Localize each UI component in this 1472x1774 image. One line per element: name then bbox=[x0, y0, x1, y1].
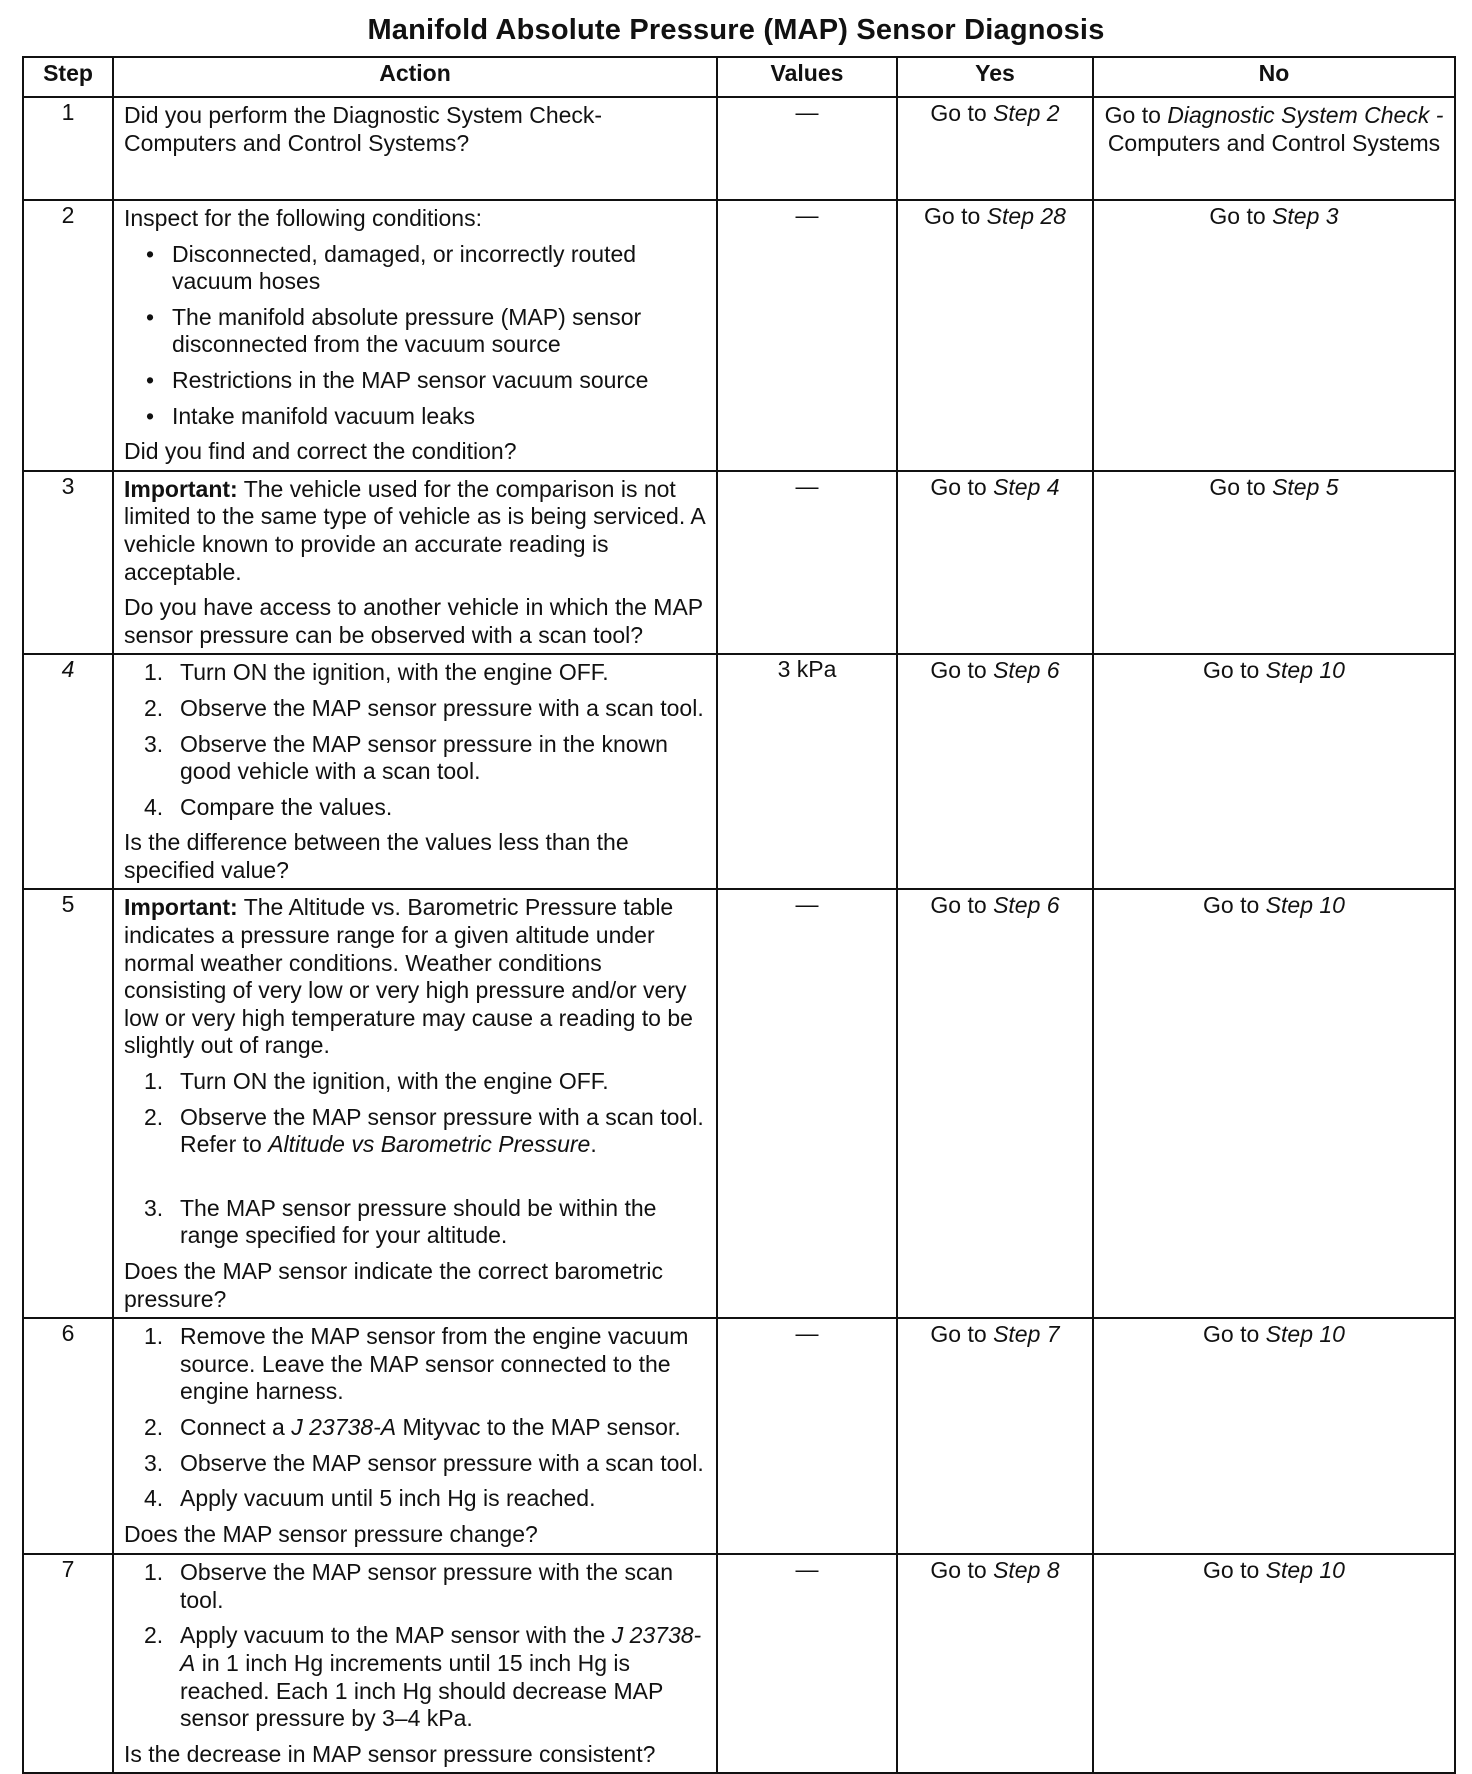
header-action: Action bbox=[113, 57, 717, 97]
list-item: 2. Observe the MAP sensor pressure with a scan tool. Refer to Altitude vs Barometric Pressure. bbox=[144, 1103, 704, 1158]
value-cell: — bbox=[717, 889, 897, 1318]
list-item: 3. The MAP sensor pressure should be within the range specified for your altitude. bbox=[144, 1194, 657, 1249]
no-step-link[interactable]: Diagnostic System Check - bbox=[1167, 102, 1444, 128]
table-row bbox=[23, 1554, 1455, 1773]
list-item: • Restrictions in the MAP sensor vacuum source bbox=[124, 367, 710, 395]
procedure-list bbox=[124, 1323, 710, 1513]
yes-step-link[interactable]: Step 6 bbox=[993, 892, 1060, 919]
no-cell: Go to Step 3 bbox=[1093, 200, 1455, 471]
yes-cell: Go to Step 7 bbox=[897, 1318, 1093, 1554]
list-item: 2. Observe the MAP sensor pressure with a scan tool. bbox=[144, 694, 704, 721]
no-step-link[interactable]: Step 3 bbox=[1272, 203, 1339, 229]
action-question: Did you find and correct the condition? bbox=[124, 438, 517, 465]
no-cell: Go to Step 10 bbox=[1093, 654, 1455, 889]
action-question: Did you perform the Diagnostic System Check-Computers and Control Systems? bbox=[124, 102, 603, 156]
action-question: Is the decrease in MAP sensor pressure consistent? bbox=[124, 1740, 656, 1767]
important-note: Important: The Altitude vs. Barometric Pressure table indicates a pressure range for a given altitude under normal weather conditions. Weather conditions consisting of very low or very high pressure and/or very low or very high temperature may cause a reading to be slightly out of range. bbox=[124, 894, 693, 1059]
step-number: 5 bbox=[23, 889, 113, 1318]
list-item: 1. Remove the MAP sensor from the engine vacuum source. Leave the MAP sensor connected to the engine harness. bbox=[144, 1323, 689, 1405]
list-item: 1. Turn ON the ignition, with the engine OFF. bbox=[144, 659, 609, 686]
list-item: • Disconnected, damaged, or incorrectly routed vacuum hoses bbox=[124, 241, 710, 296]
procedure-list bbox=[124, 659, 710, 821]
no-step-link[interactable]: Step 10 bbox=[1265, 892, 1345, 919]
condition-list bbox=[124, 241, 710, 431]
important-note: Important: The vehicle used for the comparison is not limited to the same type of vehicle as is being serviced. A vehicle known to provide an accurate reading is acceptable. bbox=[124, 475, 705, 585]
yes-step-link[interactable]: Step 8 bbox=[993, 1557, 1060, 1584]
yes-cell: Go to Step 4 bbox=[897, 471, 1093, 655]
list-item: 2. Connect a J 23738-A Mityvac to the MAP sensor. bbox=[144, 1413, 681, 1440]
value-cell: — bbox=[717, 471, 897, 655]
tool-reference: J 23738-A bbox=[291, 1413, 397, 1440]
yes-cell: Go to Step 2 bbox=[897, 97, 1093, 200]
no-cell: Go to Step 10 bbox=[1093, 1318, 1455, 1554]
list-item: 3. Observe the MAP sensor pressure in the known good vehicle with a scan tool. bbox=[144, 730, 668, 785]
no-step-link[interactable]: Step 10 bbox=[1265, 1557, 1345, 1584]
tool-reference: J 23738-A bbox=[180, 1622, 702, 1676]
value-cell: — bbox=[717, 1318, 897, 1554]
action-question: Do you have access to another vehicle in which the MAP sensor pressure can be observed with a scan tool? bbox=[124, 594, 703, 648]
list-item: 4. Apply vacuum until 5 inch Hg is reached. bbox=[144, 1485, 596, 1512]
value-cell: 3 kPa bbox=[717, 654, 897, 889]
action-cell bbox=[113, 200, 717, 471]
table-row bbox=[23, 654, 1455, 889]
diagnosis-table bbox=[22, 56, 1456, 1774]
no-cell: Go to Step 5 bbox=[1093, 471, 1455, 655]
action-question: Is the difference between the values less than the specified value? bbox=[124, 829, 629, 883]
action-cell bbox=[113, 889, 717, 1318]
header-yes: Yes bbox=[897, 57, 1093, 97]
action-cell bbox=[113, 1554, 717, 1773]
header-step: Step bbox=[23, 57, 113, 97]
list-item: • The manifold absolute pressure (MAP) sensor disconnected from the vacuum source bbox=[124, 304, 710, 359]
step-number: 6 bbox=[23, 1318, 113, 1554]
header-row bbox=[23, 57, 1455, 97]
procedure-list bbox=[124, 1559, 710, 1733]
yes-cell: Go to Step 8 bbox=[897, 1554, 1093, 1773]
table-row bbox=[23, 97, 1455, 200]
action-cell bbox=[113, 471, 717, 655]
table-row bbox=[23, 889, 1455, 1318]
action-question: Does the MAP sensor pressure change? bbox=[124, 1520, 538, 1547]
step-number: 4 bbox=[23, 654, 113, 889]
step-number: 1 bbox=[23, 97, 113, 200]
page-title: Manifold Absolute Pressure (MAP) Sensor Diagnosis bbox=[367, 14, 1105, 46]
table-row bbox=[23, 1318, 1455, 1554]
no-cell: Go to Step 10 bbox=[1093, 1554, 1455, 1773]
action-intro: Inspect for the following conditions: bbox=[124, 205, 482, 231]
list-item: 4. Compare the values. bbox=[144, 793, 393, 820]
yes-step-link[interactable]: Step 4 bbox=[993, 473, 1060, 500]
yes-step-link[interactable]: Step 28 bbox=[986, 203, 1066, 229]
action-cell bbox=[113, 97, 717, 200]
action-question: Does the MAP sensor indicate the correct barometric pressure? bbox=[124, 1258, 664, 1312]
no-cell: Go to Step 10 bbox=[1093, 889, 1455, 1318]
reference-link[interactable]: Altitude vs Barometric Pressure bbox=[268, 1131, 591, 1158]
yes-cell: Go to Step 6 bbox=[897, 889, 1093, 1318]
action-cell bbox=[113, 654, 717, 889]
header-no: No bbox=[1093, 57, 1455, 97]
yes-step-link[interactable]: Step 2 bbox=[993, 100, 1060, 126]
table-row bbox=[23, 471, 1455, 655]
yes-cell: Go to Step 28 bbox=[897, 200, 1093, 471]
list-item: 3. Observe the MAP sensor pressure with a scan tool. bbox=[144, 1449, 704, 1476]
list-item: 2. Apply vacuum to the MAP sensor with the J 23738-A in 1 inch Hg increments until 15 inch Hg is reached. Each 1 inch Hg should decrease MAP sensor pressure by 3–4 kPa. bbox=[144, 1622, 702, 1732]
no-step-link[interactable]: Step 5 bbox=[1272, 473, 1339, 500]
value-cell: — bbox=[717, 97, 897, 200]
no-step-link[interactable]: Step 10 bbox=[1265, 657, 1345, 684]
yes-step-link[interactable]: Step 7 bbox=[993, 1321, 1060, 1348]
no-cell: Go to Diagnostic System Check - Computers and Control Systems bbox=[1093, 97, 1455, 200]
step-number: 7 bbox=[23, 1554, 113, 1773]
action-cell bbox=[113, 1318, 717, 1554]
header-values: Values bbox=[717, 57, 897, 97]
list-item: • Intake manifold vacuum leaks bbox=[124, 403, 710, 431]
table-row bbox=[23, 200, 1455, 471]
step-number: 2 bbox=[23, 200, 113, 471]
no-step-link[interactable]: Step 10 bbox=[1265, 1321, 1345, 1348]
list-item: 1. Observe the MAP sensor pressure with the scan tool. bbox=[144, 1559, 674, 1613]
value-cell: — bbox=[717, 200, 897, 471]
step-number: 3 bbox=[23, 471, 113, 655]
value-cell: — bbox=[717, 1554, 897, 1773]
list-item: 1. Turn ON the ignition, with the engine OFF. bbox=[144, 1068, 609, 1095]
procedure-list bbox=[124, 1068, 710, 1250]
yes-step-link[interactable]: Step 6 bbox=[993, 657, 1060, 684]
yes-cell: Go to Step 6 bbox=[897, 654, 1093, 889]
